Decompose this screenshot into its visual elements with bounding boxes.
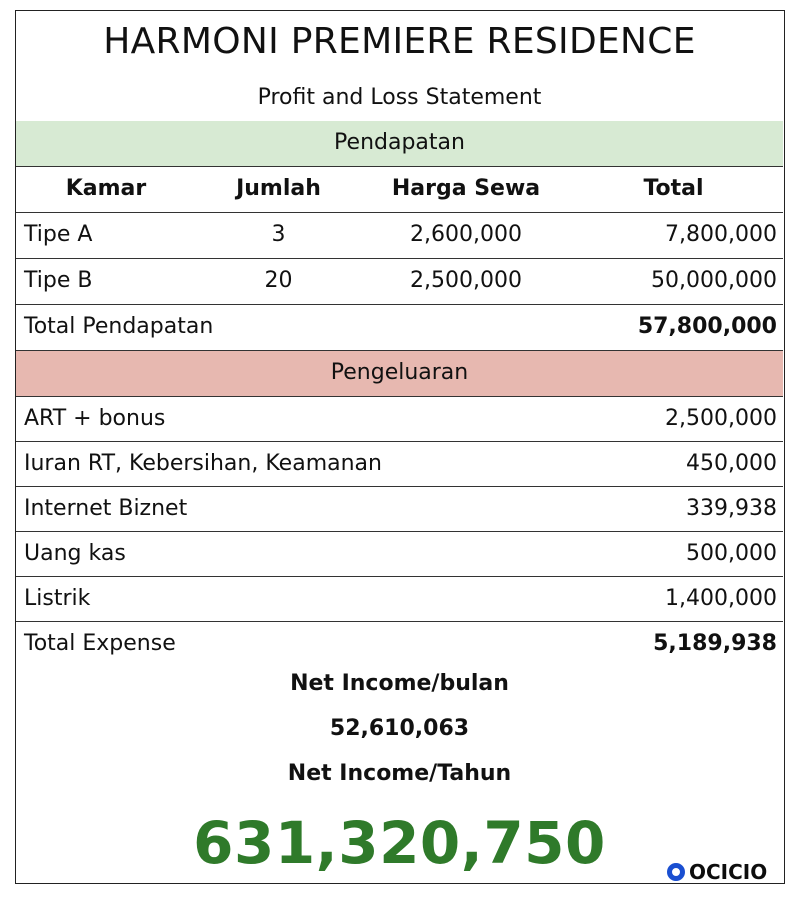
expense-value: 2,500,000 <box>665 406 777 431</box>
expense-label: Iuran RT, Kebersihan, Keamanan <box>24 451 382 476</box>
net-income-monthly-label: Net Income/bulan <box>290 671 509 696</box>
income-jumlah: 3 <box>271 222 286 247</box>
income-total: 50,000,000 <box>651 268 777 293</box>
income-harga: 2,600,000 <box>410 222 522 247</box>
watermark-logo <box>667 857 767 887</box>
expense-value: 339,938 <box>686 496 777 521</box>
expense-value: 450,000 <box>686 451 777 476</box>
expense-row <box>16 487 783 532</box>
expense-label: Listrik <box>24 586 91 611</box>
income-column-headers <box>16 167 783 213</box>
income-section-label: Pendapatan <box>334 130 465 155</box>
profit-loss-statement <box>15 10 785 884</box>
page-subtitle: Profit and Loss Statement <box>257 85 542 110</box>
expense-row <box>16 397 783 442</box>
net-income-monthly-value: 52,610,063 <box>329 716 470 741</box>
net-income-yearly-label: Net Income/Tahun <box>287 761 512 786</box>
income-total-row <box>16 305 783 351</box>
expense-row <box>16 532 783 577</box>
income-kamar: Tipe B <box>24 268 93 293</box>
ring-logo-icon <box>667 863 685 881</box>
net-income-yearly-value: 631,320,750 <box>193 809 606 877</box>
expense-total-value: 5,189,938 <box>653 631 777 656</box>
expense-total-row <box>16 622 783 668</box>
expense-row <box>16 577 783 622</box>
expense-total-label: Total Expense <box>24 631 176 656</box>
income-kamar: Tipe A <box>24 222 93 247</box>
expense-section-label: Pengeluaran <box>330 360 469 385</box>
expense-label: ART + bonus <box>24 406 166 431</box>
income-total-value: 57,800,000 <box>637 314 777 339</box>
income-total: 7,800,000 <box>665 222 777 247</box>
column-header-total: Total <box>643 176 704 201</box>
expense-value: 500,000 <box>686 541 777 566</box>
expense-row <box>16 442 783 487</box>
column-header-harga-sewa: Harga Sewa <box>391 176 541 201</box>
column-header-jumlah: Jumlah <box>236 176 321 201</box>
watermark-text: OCICIO <box>689 860 768 884</box>
income-harga: 2,500,000 <box>410 268 522 293</box>
income-jumlah: 20 <box>264 268 293 293</box>
expense-section-header <box>16 351 783 397</box>
expense-label: Uang kas <box>24 541 126 566</box>
income-row <box>16 259 783 305</box>
column-header-kamar: Kamar <box>65 176 147 201</box>
income-section-header <box>16 121 783 167</box>
expense-label: Internet Biznet <box>24 496 188 521</box>
income-total-label: Total Pendapatan <box>24 314 214 339</box>
income-row <box>16 213 783 259</box>
page-title: HARMONI PREMIERE RESIDENCE <box>103 21 696 62</box>
expense-value: 1,400,000 <box>665 586 777 611</box>
